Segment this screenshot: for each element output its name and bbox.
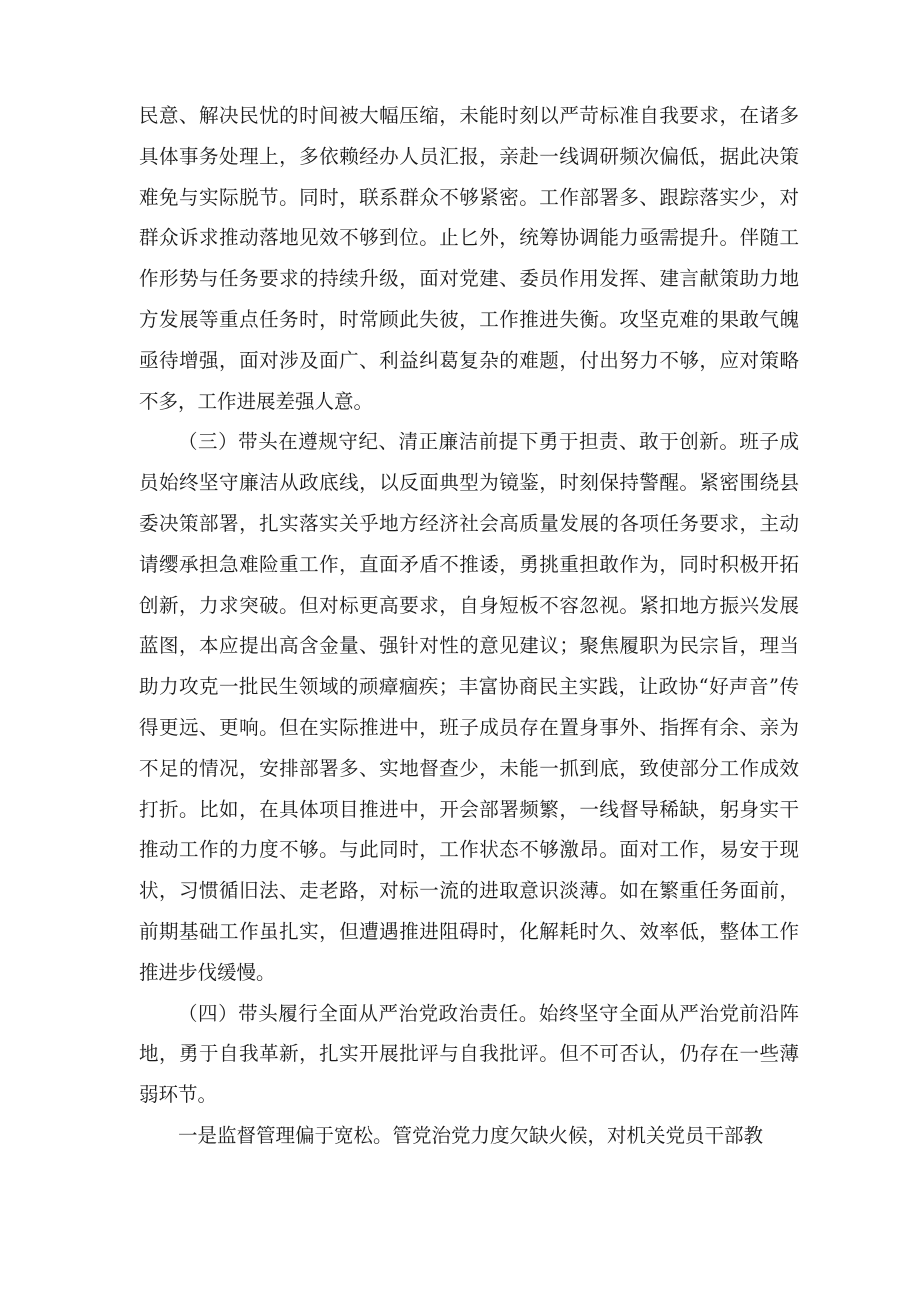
paragraph-point-one: 一是监督管理偏于宽松。管党治党力度欠缺火候，对机关党员干部教: [178, 1123, 764, 1147]
paragraph-section-four: （四）带头履行全面从严治党政治责任。始终坚守全面从严治党前沿阵地，勇于自我革新，扎实开展批评与自我批评。但不可否认，仍存在一些薄弱环节。: [139, 1001, 799, 1107]
document-body: [139, 96, 799, 1157]
paragraph-continuation: 民意、解决民忧的时间被大幅压缩，未能时刻以严苛标准自我要求，在诸多具体事务处理上，多依赖经办人员汇报，亲赴一线调研频次偏低，据此决策难免与实际脱节。同时，联系群众不够紧密。工作部署多、跟踪落实少，对群众诉求推动落地见效不够到位。止匕外，统筹协调能力亟需提升。伴随工作形势与任务要求的持续升级，面对党建、委员作用发挥、建言献策助力地方发展等重点任务时，时常顾此失彼，工作推进失衡。攻坚克难的果敢气魄亟待增强，面对涉及面广、利益纠葛复杂的难题，付出努力不够，应对策略不多，工作进展差强人意。: [139, 104, 799, 413]
paragraph-section-three: （三）带头在遵规守纪、清正廉洁前提下勇于担责、敢于创新。班子成员始终坚守廉洁从政底线，以反面典型为镜鉴，时刻保持警醒。紧密围绕县委决策部署，扎实落实关乎地方经济社会高质量发展的各项任务要求，主动请缨承担急难险重工作，直面矛盾不推诿，勇挑重担敢作为，同时积极开拓创新，力求突破。但对标更高要求，自身短板不容忽视。紧扣地方振兴发展蓝图，本应提出高含金量、强针对性的意见建议；聚焦履职为民宗旨，理当助力攻克一批民生领域的顽瘴痼疾；丰富协商民主实践，让政协“好声音”传得更远、更响。但在实际推进中，班子成员存在置身事外、指挥有余、亲为不足的情况，安排部署多、实地督查少，未能一抓到底，致使部分工作成效打折。比如，在具体项目推进中，开会部署频繁，一线督导稀缺，躬身实干推动工作的力度不够。与此同时，工作状态不够激昂。面对工作，易安于现状，习惯循旧法、走老路，对标一流的进取意识淡薄。如在繁重任务面前，前期基础工作虽扎实，但遭遇推进阻碍时，化解耗时久、效率低，整体工作推进步伐缓慢。: [139, 430, 799, 984]
